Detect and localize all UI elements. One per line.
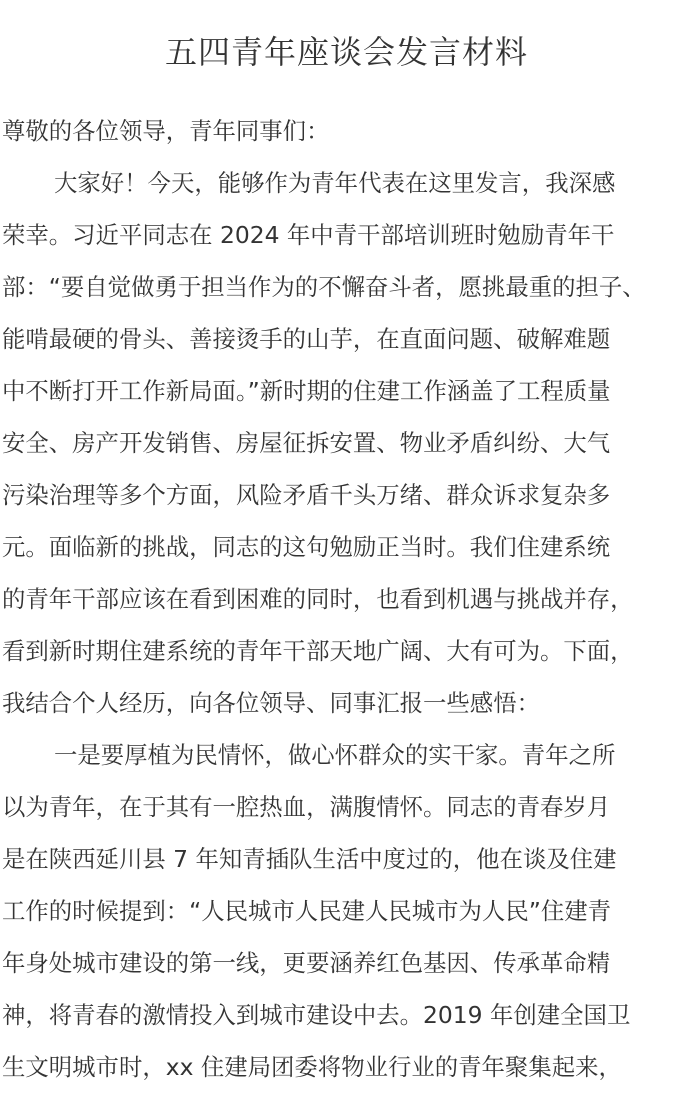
paragraph-line: 的青年干部应该在看到困难的同时，也看到机遇与挑战并存， [2, 585, 634, 613]
paragraph-line: 荣幸。习近平同志在 2024 年中青干部培训班时勉励青年干 [2, 221, 615, 249]
paragraph-line: 部：“要自觉做勇于担当作为的不懈奋斗者，愿挑最重的担子、 [2, 273, 646, 301]
paragraph-line: 看到新时期住建系统的青年干部天地广阔、大有可为。下面， [2, 637, 634, 665]
paragraph-line: 安全、房产开发销售、房屋征拆安置、物业矛盾纠纷、大气 [2, 429, 611, 457]
paragraph-line: 中不断打开工作新局面。”新时期的住建工作涵盖了工程质量 [2, 377, 611, 405]
paragraph-line: 一是要厚植为民情怀，做心怀群众的实干家。青年之所 [54, 741, 616, 769]
paragraph-line: 我结合个人经历，向各位领导、同事汇报一些感悟： [2, 689, 540, 717]
paragraph-line: 是在陕西延川县 7 年知青插队生活中度过的，他在谈及住建 [2, 845, 617, 873]
paragraph-line: 生文明城市时，xx 住建局团委将物业行业的青年聚集起来， [2, 1053, 622, 1081]
paragraph-line: 工作的时候提到：“人民城市人民建人民城市为人民”住建青 [2, 897, 611, 925]
paragraph-line: 大家好！今天，能够作为青年代表在这里发言，我深感 [54, 169, 616, 197]
paragraph-line: 污染治理等多个方面，风险矛盾千头万绪、群众诉求复杂多 [2, 481, 611, 509]
paragraph-line: 元。面临新的挑战，同志的这句勉励正当时。我们住建系统 [2, 533, 611, 561]
paragraph-line: 年身处城市建设的第一线，更要涵养红色基因、传承革命精 [2, 949, 611, 977]
paragraph-line: 能啃最硬的骨头、善接烫手的山芋，在直面问题、破解难题 [2, 325, 611, 353]
paragraph-line: 以为青年，在于其有一腔热血，满腹情怀。同志的青春岁月 [2, 793, 611, 821]
document-title: 五四青年座谈会发言材料 [164, 33, 528, 71]
salutation-line: 尊敬的各位领导，青年同事们： [2, 117, 330, 145]
paragraph-line: 神，将青春的激情投入到城市建设中去。2019 年创建全国卫 [2, 1001, 631, 1029]
